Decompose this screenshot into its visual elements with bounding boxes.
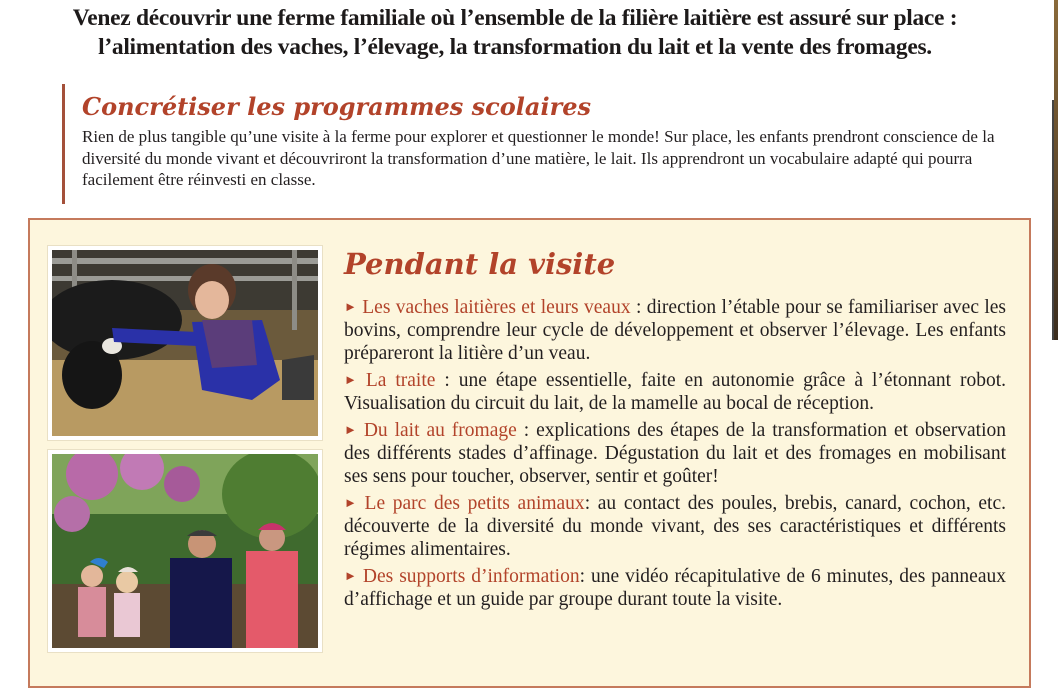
visite-item bbox=[344, 296, 1006, 365]
page-edge-line bbox=[1052, 100, 1054, 340]
visite-item-separator: : bbox=[435, 369, 450, 391]
intro-line-1: Venez découvrir une ferme familiale où l’ensemble de la filière laitière est assuré sur place : bbox=[72, 5, 958, 31]
visite-item-text: une étape essentielle, faite en autonomie grâce à l’étonnant robot. Visualisation du circuit du lait, de la mamelle au bocal de réception. bbox=[344, 369, 1006, 414]
visite-item bbox=[344, 419, 1006, 488]
visite-items-list bbox=[344, 296, 1006, 615]
visite-item-text: direction l’étable pour se familiariser avec les bovins, comprendre leur cycle de développement et observer l’élevage. Les enfants prépareront la litière d’un veau. bbox=[344, 297, 1007, 364]
page-edge-decoration bbox=[1054, 0, 1058, 340]
visite-item-label: La traite bbox=[365, 369, 436, 391]
visite-item-label: Le parc des petits animaux bbox=[364, 493, 585, 515]
photo-child-with-calves bbox=[48, 246, 322, 440]
intro-text bbox=[0, 4, 1030, 62]
visite-item-separator: : bbox=[584, 493, 591, 515]
visite-item-separator: : bbox=[630, 297, 642, 318]
visite-item-separator: : bbox=[516, 420, 530, 442]
visite-item-separator: : bbox=[579, 566, 585, 588]
visite-item-label: Du lait au fromage bbox=[363, 420, 517, 442]
visite-item bbox=[344, 565, 1006, 612]
programmes-section bbox=[62, 84, 1022, 204]
visite-title: Pendant la visite bbox=[344, 247, 616, 281]
visite-item bbox=[344, 369, 1006, 416]
visite-item-text: une vidéo récapitulative de 6 minutes, des panneaux d’affichage et un guide par groupe durant toute la visite. bbox=[344, 566, 1006, 610]
programmes-body: Rien de plus tangible qu’une visite à la ferme pour explorer et questionner le monde! Sur place, les enfants prendront conscience de la diversité du monde vivant et découvriront la transformation d’une matière, le lait. Ils apprendront un vocabulaire adapté qui pourra facilement être réinvesti en classe. bbox=[82, 127, 995, 189]
right-triangle-icon: ► bbox=[344, 495, 357, 511]
visite-item-text: au contact des poules, brebis, canard, cochon, etc. découverte de la diversité du monde vivant, des ses caractéristiques et différents régimes alimentaires. bbox=[344, 493, 1007, 560]
visite-item bbox=[344, 492, 1006, 561]
programmes-title: Concrétiser les programmes scolaires bbox=[82, 92, 592, 121]
visite-item-label: Les vaches laitières et leurs veaux bbox=[362, 297, 631, 318]
right-triangle-icon: ► bbox=[344, 422, 357, 438]
visite-item-text: explications des étapes de la transformation et observation des différents stades d’affinage. Dégustation du lait et des fromages en mobilisant ses sens pour toucher, observer, sentir et goûter! bbox=[344, 420, 1006, 487]
right-triangle-icon: ► bbox=[344, 371, 357, 387]
right-triangle-icon: ► bbox=[344, 299, 357, 314]
intro-line-2: l’alimentation des vaches, l’élevage, la transformation du lait et la vente des fromages. bbox=[98, 34, 932, 60]
right-triangle-icon: ► bbox=[344, 568, 357, 584]
visite-item-label: Des supports d’information bbox=[362, 566, 580, 588]
photo-children-garden bbox=[48, 450, 322, 652]
